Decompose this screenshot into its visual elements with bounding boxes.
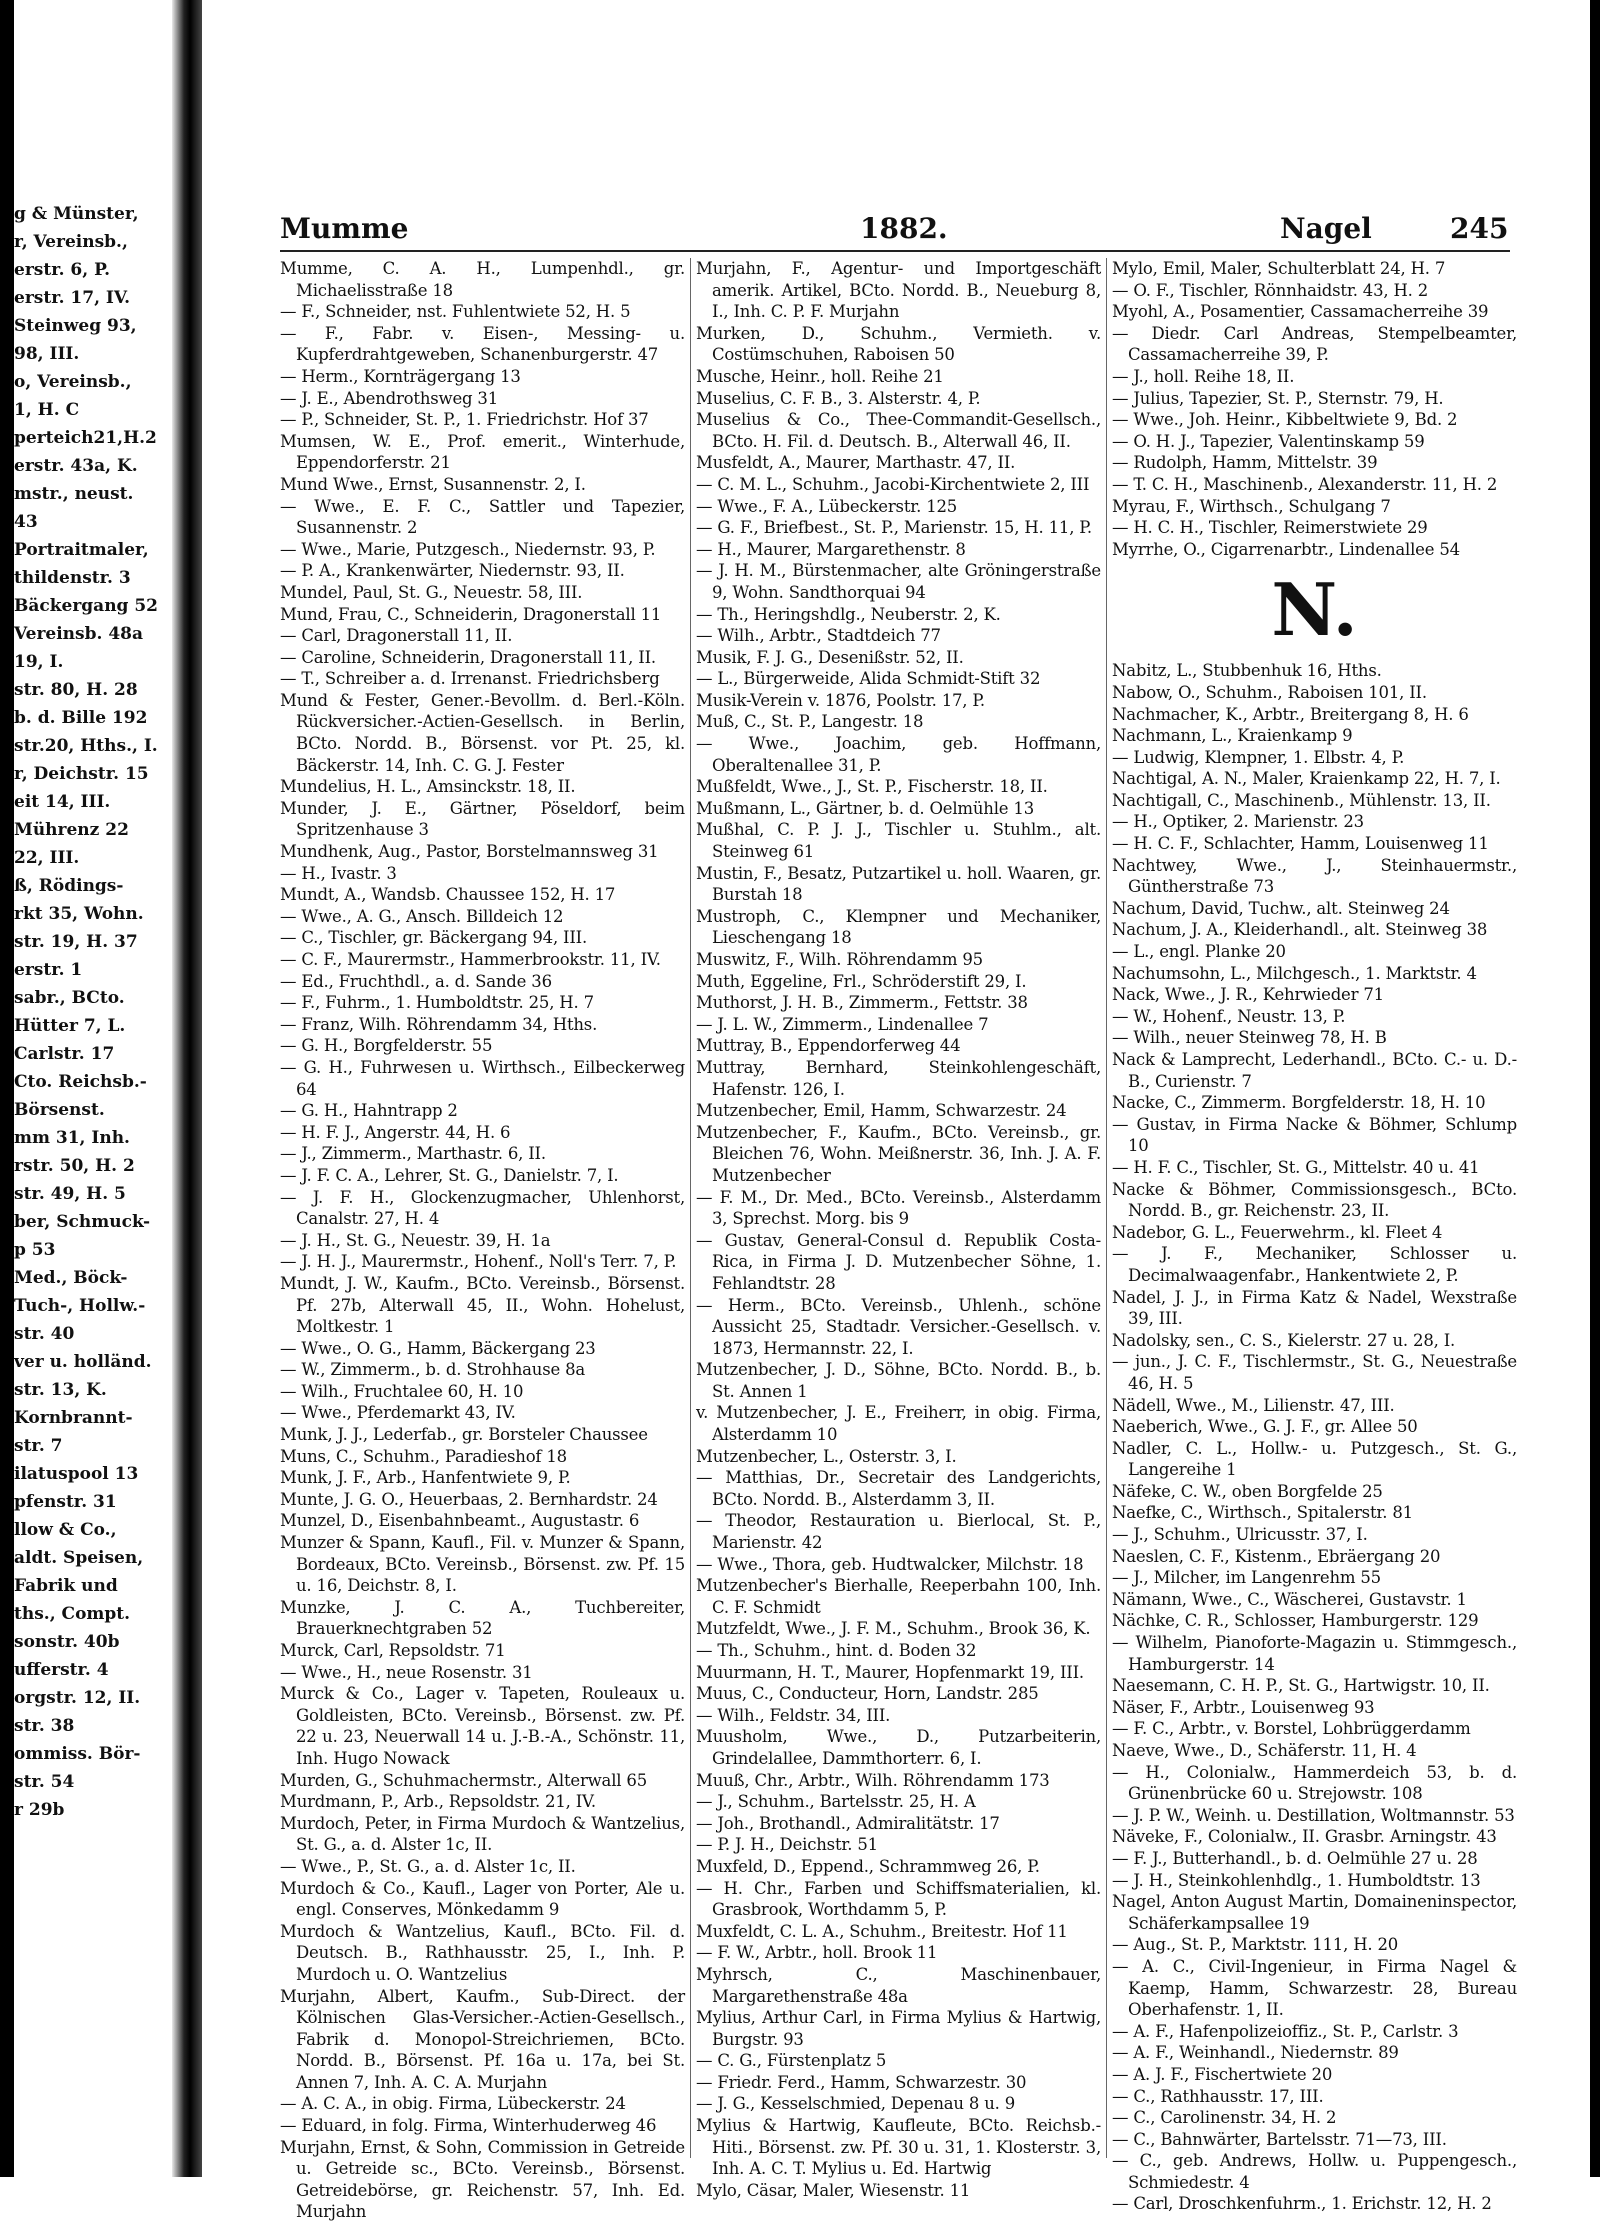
previous-page-line: mm 31, Inh. — [14, 1128, 130, 1148]
directory-entry: Nädell, Wwe., M., Lilienstr. 47, III. — [1112, 1395, 1395, 1415]
directory-entry: — Franz, Wilh. Röhrendamm 34, Hths. — [280, 1014, 598, 1034]
directory-entry: — J. E., Abendrothsweg 31 — [280, 388, 499, 408]
directory-entry: Mylius & Hartwig, Kaufleute, BCto. Reichsb.-Hiti., Börsenst. zw. Pf. 30 u. 31, 1. Klosterstr. 3, Inh. A. C. T. Mylius u. Ed. Hartwig — [696, 2116, 1101, 2179]
directory-entry: Mumsen, W. E., Prof. emerit., Winterhude, Eppendorferstr. 21 — [280, 431, 685, 473]
directory-entry: Nachum, J. A., Kleiderhandl., alt. Steinweg 38 — [1112, 920, 1488, 940]
directory-entry: Näfeke, C. W., oben Borgfelde 25 — [1112, 1481, 1383, 1501]
directory-entry: — H. F. J., Angerstr. 44, H. 6 — [280, 1122, 511, 1142]
previous-page-line: erstr. 6, P. — [14, 260, 110, 280]
directory-entry: — C., Rathhausstr. 17, III. — [1112, 2086, 1324, 2106]
directory-entry: Näser, F., Arbtr., Louisenweg 93 — [1112, 1697, 1375, 1717]
directory-entry: Nadebor, G. L., Feuerwehrm., kl. Fleet 4 — [1112, 1222, 1443, 1242]
directory-entry: — Wwe., Thora, geb. Hudtwalcker, Milchstr. 18 — [696, 1554, 1084, 1574]
previous-page-line: p 53 — [14, 1240, 56, 1260]
directory-entry: Muth, Eggeline, Frl., Schröderstift 29, I. — [696, 971, 1027, 991]
directory-entry: — L., engl. Planke 20 — [1112, 942, 1286, 962]
directory-entry: Muurmann, H. T., Maurer, Hopfenmarkt 19, III. — [696, 1662, 1084, 1682]
directory-entry: Mund Wwe., Ernst, Susannenstr. 2, I. — [280, 474, 586, 494]
directory-entry: — F. J., Butterhandl., b. d. Oelmühle 27 u. 28 — [1112, 1848, 1478, 1868]
previous-page-line: Portraitmaler, — [14, 540, 149, 560]
previous-page-line: sabr., BCto. — [14, 988, 125, 1008]
directory-entry: — Wwe., Joachim, geb. Hoffmann, Oberaltenallee 31, P. — [696, 734, 1101, 775]
directory-entry: Nadolsky, sen., C. S., Kielerstr. 27 u. 28, I. — [1112, 1330, 1456, 1350]
directory-entry: — Wwe., Pferdemarkt 43, IV. — [280, 1403, 516, 1423]
previous-page-line: perteich21,H.2 — [14, 428, 157, 448]
directory-entry: Naeberich, Wwe., G. J. F., gr. Allee 50 — [1112, 1417, 1418, 1437]
previous-page-line: rkt 35, Wohn. — [14, 904, 144, 924]
directory-entry: — Gustav, in Firma Nacke & Böhmer, Schlump 10 — [1112, 1114, 1517, 1156]
directory-entry: — J. L. W., Zimmerm., Lindenallee 7 — [696, 1014, 989, 1034]
directory-entry: Myohl, A., Posamentier, Cassamacherreihe 39 — [1112, 302, 1489, 322]
directory-entry: — Herm., Kornträgergang 13 — [280, 366, 521, 386]
directory-entry: — W., Hohenf., Neustr. 13, P. — [1112, 1006, 1346, 1026]
directory-entry: — F. W., Arbtr., holl. Brook 11 — [696, 1943, 938, 1963]
directory-entry: — Wwe., P., St. G., a. d. Alster 1c, II. — [280, 1856, 576, 1876]
directory-entry: Munte, J. G. O., Heuerbaas, 2. Bernhardstr. 24 — [280, 1489, 658, 1509]
directory-entry: Murck, Carl, Repsoldstr. 71 — [280, 1641, 506, 1660]
directory-entry: Mundelius, H. L., Amsinckstr. 18, II. — [280, 777, 576, 797]
directory-entry: Myrrhe, O., Cigarrenarbtr., Lindenallee 54 — [1112, 539, 1460, 559]
column-3 — [1112, 258, 1517, 2214]
directory-entry: — H., Optiker, 2. Marienstr. 23 — [1112, 812, 1364, 832]
directory-entry: Muß, C., St. P., Langestr. 18 — [696, 712, 924, 732]
directory-entry: — F., Schneider, nst. Fuhlentwiete 52, H. 5 — [280, 302, 631, 322]
directory-entry: v. Mutzenbecher, J. E., Freiherr, in obig. Firma, Alsterdamm 10 — [696, 1403, 1101, 1445]
previous-page-line: 43 — [14, 512, 38, 532]
column-divider — [1106, 258, 1107, 2158]
directory-entry: Mund & Fester, Gener.-Bevollm. d. Berl.-Köln. Rückversicher.-Actien-Gesellsch. in Berlin, BCto. Nordd. B., Börsenst. vor Pt. 25, kl. Bäckerstr. 14, Inh. C. G. J. Fester — [280, 690, 685, 775]
previous-page-line: 1, H. C — [14, 400, 80, 420]
directory-entry: — Aug., St. P., Marktstr. 111, H. 20 — [1112, 1935, 1399, 1955]
previous-page-line: Bäckergang 52 — [14, 596, 159, 616]
directory-entry: — C. F., Maurermstr., Hammerbrookstr. 11, IV. — [280, 950, 661, 969]
directory-entry: Nadel, J. J., in Firma Katz & Nadel, Wexstraße 39, III. — [1112, 1287, 1517, 1329]
directory-entry: — J. H., Steinkohlenhdlg., 1. Humboldtstr. 13 — [1112, 1870, 1481, 1890]
directory-entry: Murjahn, Ernst, & Sohn, Commission in Getreide u. Getreide sc., BCto. Vereinsb., Börsenst. Getreidebörse, gr. Reichenstr. 57, Inh. Ed. Murjahn — [280, 2137, 685, 2222]
directory-entry: Mylo, Emil, Maler, Schulterblatt 24, H. 7 — [1112, 259, 1446, 278]
directory-entry: Nadler, C. L., Hollw.- u. Putzgesch., St. G., Langereihe 1 — [1112, 1438, 1517, 1480]
directory-entry: Myrau, F., Wirthsch., Schulgang 7 — [1112, 496, 1391, 516]
directory-entry: Nacke, C., Zimmerm. Borgfelderstr. 18, H. 10 — [1112, 1093, 1486, 1113]
previous-page-line: eit 14, III. — [14, 792, 111, 812]
directory-entry: Mustroph, C., Klempner und Mechaniker, Lieschengang 18 — [696, 906, 1101, 948]
directory-entry: — L., Bürgerweide, Alida Schmidt-Stift 32 — [696, 669, 1041, 689]
directory-entry: Nabitz, L., Stubbenhuk 16, Hths. — [1112, 661, 1382, 681]
directory-entry: Nämann, Wwe., C., Wäscherei, Gustavstr. 1 — [1112, 1589, 1467, 1609]
directory-entry: Muthorst, J. H. B., Zimmerm., Fettstr. 38 — [696, 993, 1028, 1013]
directory-entry: — Wilh., neuer Steinweg 78, H. B — [1112, 1028, 1387, 1048]
previous-page-line: 98, III. — [14, 344, 80, 364]
previous-page-line: erstr. 1 — [14, 960, 83, 980]
directory-entry: Mundt, J. W., Kaufm., BCto. Vereinsb., Börsenst. Pf. 27b, Alterwall 45, II., Wohn. Hohelust, Moltkestr. 1 — [280, 1273, 685, 1337]
directory-entry: — H., Maurer, Margarethenstr. 8 — [696, 539, 966, 559]
directory-entry: — P., Schneider, St. P., 1. Friedrichstr. Hof 37 — [280, 410, 649, 430]
directory-entry: Murdmann, P., Arb., Repsoldstr. 21, IV. — [280, 1792, 596, 1812]
previous-page-line: Steinweg 93, — [14, 316, 137, 336]
directory-entry: Muxfeldt, C. L. A., Schuhm., Breitestr. Hof 11 — [696, 1921, 1068, 1941]
previous-page-line: ß, Rödings- — [14, 876, 124, 896]
previous-page-line: ths., Compt. — [14, 1604, 131, 1624]
directory-entry: — G. H., Borgfelderstr. 55 — [280, 1036, 493, 1056]
directory-entry: Murdoch & Wantzelius, Kaufl., BCto. Fil. d. Deutsch. B., Rathhausstr. 25, I., Inh. P. Murdoch u. O. Wantzelius — [280, 1921, 685, 1984]
directory-entry: — F. M., Dr. Med., BCto. Vereinsb., Alsterdamm 3, Sprechst. Morg. bis 9 — [696, 1187, 1101, 1229]
previous-page-line: 19, I. — [14, 652, 64, 672]
previous-page-line: erstr. 17, IV. — [14, 288, 131, 308]
column-divider — [690, 258, 691, 2158]
directory-entry: Nachtwey, Wwe., J., Steinhauermstr., Güntherstraße 73 — [1112, 855, 1517, 897]
directory-entry: — Wwe., F. A., Lübeckerstr. 125 — [696, 496, 958, 516]
directory-entry: — J. P. W., Weinh. u. Destillation, Woltmannstr. 53 — [1112, 1805, 1515, 1825]
directory-entry: Musik-Verein v. 1876, Poolstr. 17, P. — [696, 690, 985, 710]
directory-entry: Mußhal, C. P. J. J., Tischler u. Stuhlm., alt. Steinweg 61 — [696, 820, 1101, 862]
previous-page-line: r, Vereinsb., — [14, 232, 128, 252]
directory-entry: Näveke, F., Colonialw., II. Grasbr. Arningstr. 43 — [1112, 1827, 1497, 1847]
previous-page-line: str.20, Hths., I. — [14, 736, 158, 756]
directory-entry: — F., Fuhrm., 1. Humboldtstr. 25, H. 7 — [280, 993, 594, 1013]
directory-entry: Nagel, Anton August Martin, Domaineninspector, Schäferkampsallee 19 — [1112, 1892, 1517, 1933]
directory-entry: Mutzfeldt, Wwe., J. F. M., Schuhm., Brook 36, K. — [696, 1619, 1091, 1639]
directory-entry: — C., Carolinenstr. 34, H. 2 — [1112, 2108, 1337, 2128]
directory-entry: Naefke, C., Wirthsch., Spitalerstr. 81 — [1112, 1503, 1413, 1523]
directory-entry: Mylius, Arthur Carl, in Firma Mylius & Hartwig, Burgstr. 93 — [696, 2008, 1101, 2049]
directory-entry: — Theodor, Restauration u. Bierlocal, St. P., Marienstr. 42 — [696, 1511, 1101, 1553]
directory-entry: — jun., J. C. F., Tischlermstr., St. G., Neuestraße 46, H. 5 — [1112, 1352, 1517, 1393]
previous-page-line: orgstr. 12, II. — [14, 1688, 141, 1708]
header-last-name: Nagel — [1280, 212, 1372, 245]
directory-entry: Muselius & Co., Thee-Commandit-Gesellsch., BCto. H. Fil. d. Deutsch. B., Alterwall 46, II. — [696, 410, 1101, 451]
directory-entry: — J. H. J., Maurermstr., Hohenf., Noll's Terr. 7, P. — [280, 1252, 677, 1272]
directory-entry: — A. J. F., Fischertwiete 20 — [1112, 2064, 1333, 2084]
directory-entry: — F., Fabr. v. Eisen-, Messing- u. Kupferdrahtgeweben, Schanenburgerstr. 47 — [280, 323, 685, 365]
directory-entry: — Friedr. Ferd., Hamm, Schwarzestr. 30 — [696, 2072, 1027, 2092]
directory-entry: — O. F., Tischler, Rönnhaidstr. 43, H. 2 — [1112, 280, 1429, 300]
directory-entry: Nabow, O., Schuhm., Raboisen 101, II. — [1112, 682, 1427, 702]
directory-entry: — H., Ivastr. 3 — [280, 863, 397, 883]
directory-entry: — J., Schuhm., Bartelsstr. 25, H. A — [696, 1792, 976, 1812]
directory-entry: Muxfeld, D., Eppend., Schrammweg 26, P. — [696, 1856, 1040, 1876]
directory-entry: — Diedr. Carl Andreas, Stempelbeamter, Cassamacherreihe 39, P. — [1112, 323, 1517, 365]
directory-entry: — J. G., Kesselschmied, Depenau 8 u. 9 — [696, 2094, 1016, 2114]
directory-entry: — H. Chr., Farben und Schiffsmaterialien, kl. Grasbrook, Worthdamm 5, P. — [696, 1878, 1101, 1920]
directory-entry: Murjahn, F., Agentur- und Importgeschäft amerik. Artikel, BCto. Nordd. B., Neueburg 8, I., Inh. C. P. F. Murjahn — [696, 259, 1101, 322]
directory-entry: Mutzenbecher, J. D., Söhne, BCto. Nordd. B., b. St. Annen 1 — [696, 1360, 1101, 1401]
previous-page-line: r, Deichstr. 15 — [14, 764, 149, 784]
previous-page-line: mstr., neust. — [14, 484, 134, 504]
directory-entry: — Gustav, General-Consul d. Republik Costa-Rica, in Firma J. D. Mutzenbecher Söhne, 1. Fehlandtstr. 28 — [696, 1230, 1101, 1293]
directory-entry: — C., Tischler, gr. Bäckergang 94, III. — [280, 928, 588, 948]
previous-page-line: Kornbrannt- — [14, 1408, 133, 1428]
directory-entry: — Carl, Dragonerstall 11, II. — [280, 626, 513, 646]
directory-entry: — H. F. C., Tischler, St. G., Mittelstr. 40 u. 41 — [1112, 1157, 1480, 1177]
directory-entry: — Matthias, Dr., Secretair des Landgerichts, BCto. Nordd. B., Alsterdamm 3, II. — [696, 1468, 1101, 1509]
directory-entry: Nachum, David, Tuchw., alt. Steinweg 24 — [1112, 898, 1450, 918]
directory-entry: — J. F. H., Glockenzugmacher, Uhlenhorst, Canalstr. 27, H. 4 — [280, 1187, 685, 1229]
previous-page-line: b. d. Bille 192 — [14, 708, 148, 728]
directory-entry: Mundhenk, Aug., Pastor, Borstelmannsweg 31 — [280, 842, 659, 862]
directory-entry: — Wilh., Fruchtalee 60, H. 10 — [280, 1381, 524, 1401]
directory-entry: Muus, C., Conducteur, Horn, Landstr. 285 — [696, 1684, 1039, 1704]
page-number: 245 — [1450, 212, 1509, 245]
directory-entry: Muselius, C. F. B., 3. Alsterstr. 4, P. — [696, 388, 981, 408]
previous-page-line: Cto. Reichsb.- — [14, 1072, 147, 1092]
directory-entry: Mutzenbecher, L., Osterstr. 3, I. — [696, 1446, 957, 1466]
directory-entry: — Wilhelm, Pianoforte-Magazin u. Stimmgesch., Hamburgerstr. 14 — [1112, 1633, 1517, 1674]
directory-entry: Mund, Frau, C., Schneiderin, Dragonerstall 11 — [280, 604, 662, 624]
directory-entry: Naesemann, C. H. P., St. G., Hartwigstr. 10, II. — [1112, 1676, 1490, 1696]
previous-page-line: ommiss. Bör- — [14, 1744, 141, 1764]
directory-entry: Muttray, Bernhard, Steinkohlengeschäft, Hafenstr. 126, I. — [696, 1057, 1101, 1099]
previous-page-line: str. 54 — [14, 1772, 75, 1792]
previous-page-line: str. 40 — [14, 1324, 75, 1344]
directory-entry: — G. H., Hahntrapp 2 — [280, 1101, 458, 1121]
directory-entry: — Rudolph, Hamm, Mittelstr. 39 — [1112, 453, 1378, 473]
previous-page-line: Mührenz 22 — [14, 820, 129, 840]
directory-entry: — C. G., Fürstenplatz 5 — [696, 2051, 887, 2071]
directory-entry: — Caroline, Schneiderin, Dragonerstall 11, II. — [280, 647, 656, 667]
previous-page-line: g & Münster, — [14, 204, 139, 224]
directory-entry: — T., Schreiber a. d. Irrenanst. Friedrichsberg — [280, 669, 660, 689]
directory-entry: — Wwe., Joh. Heinr., Kibbeltwiete 9, Bd. 2 — [1112, 410, 1458, 430]
previous-page-line: str. 80, H. 28 — [14, 680, 138, 700]
directory-entry: Munzer & Spann, Kaufl., Fil. v. Munzer & Spann, Bordeaux, BCto. Vereinsb., Börsenst. zw. Pf. 15 u. 16, Deichstr. 8, I. — [280, 1533, 685, 1596]
section-letter-heading: N. — [1271, 567, 1358, 653]
previous-page-line: ilatuspool 13 — [14, 1464, 139, 1484]
directory-entry: — A. C. A., in obig. Firma, Lübeckerstr. 24 — [280, 2094, 626, 2114]
directory-entry: — Wilh., Feldstr. 34, III. — [696, 1705, 891, 1725]
directory-entry: Nack, Wwe., J. R., Kehrwieder 71 — [1112, 985, 1384, 1005]
directory-entry: — A. C., Civil-Ingenieur, in Firma Nagel & Kaemp, Hamm, Schwarzestr. 28, Bureau Oberhafenstr. 1, II. — [1112, 1956, 1517, 2020]
header-first-name: Mumme — [280, 212, 409, 245]
directory-entry: — Wwe., Marie, Putzgesch., Niedernstr. 93, P. — [280, 539, 656, 559]
directory-entry: Musik, F. J. G., Desenißstr. 52, II. — [696, 647, 964, 667]
directory-entry: — Joh., Brothandl., Admiralitätstr. 17 — [696, 1813, 1000, 1833]
directory-entry: — H. C. H., Tischler, Reimerstwiete 29 — [1112, 518, 1428, 538]
directory-entry: — J., Zimmerm., Marthastr. 6, II. — [280, 1144, 546, 1164]
directory-entry: Mußmann, L., Gärtner, b. d. Oelmühle 13 — [696, 798, 1035, 818]
directory-entry: Munk, J. F., Arb., Hanfentwiete 9, P. — [280, 1468, 571, 1488]
directory-entry: Muttray, B., Eppendorferweg 44 — [696, 1036, 961, 1056]
previous-page-fragment — [14, 200, 172, 2160]
directory-entry: Mußfeldt, Wwe., J., St. P., Fischerstr. 18, II. — [696, 777, 1048, 797]
directory-entry: — Wwe., O. G., Hamm, Bäckergang 23 — [280, 1338, 596, 1358]
directory-entry: Muns, C., Schuhm., Paradieshof 18 — [280, 1446, 567, 1466]
directory-entry: — H., Colonialw., Hammerdeich 53, b. d. Grünenbrücke 60 u. Strejowstr. 108 — [1112, 1762, 1517, 1804]
column-2 — [696, 258, 1101, 2200]
directory-entry: Murdoch & Co., Kaufl., Lager von Porter, Ale u. engl. Conserves, Mönkedamm 9 — [280, 1878, 685, 1920]
directory-entry: — Th., Schuhm., hint. d. Boden 32 — [696, 1641, 977, 1660]
directory-entry: — J., holl. Reihe 18, II. — [1112, 366, 1295, 386]
scanner-border-right — [1590, 0, 1600, 2177]
directory-entry: Mustin, F., Besatz, Putzartikel u. holl. Waaren, gr. Burstah 18 — [696, 863, 1101, 905]
directory-entry: — J. F., Mechaniker, Schlosser u. Decimalwaagenfabr., Hankentwiete 2, P. — [1112, 1244, 1517, 1285]
directory-entry: — J., Schuhm., Ulricusstr. 37, I. — [1112, 1525, 1368, 1545]
directory-entry: — H. C. F., Schlachter, Hamm, Louisenweg 11 — [1112, 834, 1489, 854]
directory-entry: — Eduard, in folg. Firma, Winterhuderweg 46 — [280, 2116, 657, 2136]
previous-page-line: Hütter 7, L. — [14, 1016, 126, 1036]
directory-entry: — F. C., Arbtr., v. Borstel, Lohbrüggerdamm — [1112, 1719, 1471, 1739]
directory-entry: Nachumsohn, L., Milchgesch., 1. Marktstr. 4 — [1112, 963, 1477, 983]
directory-entry: — G. H., Fuhrwesen u. Wirthsch., Eilbeckerweg 64 — [280, 1057, 685, 1099]
directory-entry: Munzel, D., Eisenbahnbeamt., Augustastr. 6 — [280, 1511, 640, 1531]
directory-entry: Musfeldt, A., Maurer, Marthastr. 47, II. — [696, 453, 1016, 473]
directory-entry: Nachmacher, K., Arbtr., Breitergang 8, H. 6 — [1112, 704, 1469, 724]
directory-entry: — C., Bahnwärter, Bartelsstr. 71—73, III. — [1112, 2129, 1447, 2149]
previous-page-line: Med., Böck- — [14, 1268, 128, 1288]
directory-entry: — Julius, Tapezier, St. P., Sternstr. 79, H. — [1112, 388, 1444, 408]
directory-entry: Muswitz, F., Wilh. Röhrendamm 95 — [696, 950, 983, 969]
directory-entry: — T. C. H., Maschinenb., Alexanderstr. 11, H. 2 — [1112, 474, 1498, 494]
directory-page — [280, 170, 1520, 2222]
previous-page-line: ber, Schmuck- — [14, 1212, 151, 1232]
previous-page-line: pfenstr. 31 — [14, 1492, 117, 1512]
directory-entry: — Wwe., H., neue Rosenstr. 31 — [280, 1662, 533, 1682]
previous-page-line: ver u. holländ. — [14, 1352, 152, 1372]
directory-entry: Naeve, Wwe., D., Schäferstr. 11, H. 4 — [1112, 1741, 1417, 1760]
directory-entry: — O. H. J., Tapezier, Valentinskamp 59 — [1112, 431, 1425, 451]
directory-entry: — Carl, Droschkenfuhrm., 1. Erichstr. 12, H. 2 — [1112, 2194, 1492, 2214]
column-1 — [280, 258, 685, 2222]
previous-page-line: rstr. 50, H. 2 — [14, 1156, 135, 1176]
previous-page-line: str. 19, H. 37 — [14, 932, 138, 952]
directory-entry: — A. F., Weinhandl., Niedernstr. 89 — [1112, 2043, 1399, 2063]
directory-entry: — J. H., St. G., Neuestr. 39, H. 1a — [280, 1230, 551, 1250]
directory-entry: Mutzenbecher, Emil, Hamm, Schwarzestr. 24 — [696, 1101, 1067, 1121]
directory-entry: — Ed., Fruchthdl., a. d. Sande 36 — [280, 971, 552, 991]
directory-entry: — W., Zimmerm., b. d. Strohhause 8a — [280, 1360, 586, 1380]
directory-entry: — J. H. M., Bürstenmacher, alte Gröningerstraße 9, Wohn. Sandthorquai 94 — [696, 561, 1101, 602]
directory-entry: Munzke, J. C. A., Tuchbereiter, Brauerknechtgraben 52 — [280, 1597, 685, 1639]
previous-page-line: thildenstr. 3 — [14, 568, 131, 588]
directory-entry: — Herm., BCto. Vereinsb., Uhlenh., schöne Aussicht 25, Stadtadr. Versicher.-Gesellsch. v. 1873, Hermannstr. 22, I. — [696, 1295, 1101, 1358]
previous-page-line: Carlstr. 17 — [14, 1044, 115, 1064]
directory-entry: Nachmann, L., Kraienkamp 9 — [1112, 726, 1353, 746]
directory-entry: — P. J. H., Deichstr. 51 — [696, 1835, 878, 1855]
directory-entry: Munder, J. E., Gärtner, Pöseldorf, beim Spritzenhause 3 — [280, 798, 685, 840]
directory-entry: Nacke & Böhmer, Commissionsgesch., BCto. Nordd. B., gr. Reichenstr. 23, II. — [1112, 1179, 1517, 1221]
directory-entry: Mundel, Paul, St. G., Neuestr. 58, III. — [280, 582, 583, 602]
previous-page-line: sonstr. 40b — [14, 1632, 120, 1652]
directory-entry: Musche, Heinr., holl. Reihe 21 — [696, 366, 944, 386]
running-head — [280, 170, 1520, 245]
directory-entry: Murck & Co., Lager v. Tapeten, Rouleaux u. Goldleisten, BCto. Vereinsb., Börsenst. zw. Pf. 22 u. 23, Neuerwall 14 u. J.-B.-A., Schönstr. 11, Inh. Hugo Nowack — [280, 1684, 685, 1768]
directory-entry: Munk, J. J., Lederfab., gr. Borsteler Chaussee — [280, 1425, 648, 1445]
directory-entry: — J., Milcher, im Langenrehm 55 — [1112, 1568, 1381, 1588]
previous-page-line: erstr. 43a, K. — [14, 456, 138, 476]
previous-page-line: o, Vereinsb., — [14, 372, 132, 392]
header-year: 1882. — [860, 212, 948, 245]
previous-page-line: Vereinsb. 48a — [14, 624, 144, 644]
directory-entry: — Wwe., E. F. C., Sattler und Tapezier, Susannenstr. 2 — [280, 496, 685, 538]
book-spine — [172, 0, 202, 2177]
previous-page-line: str. 7 — [14, 1436, 63, 1456]
directory-entry: Nachtigall, C., Maschinenb., Mühlenstr. 13, II. — [1112, 790, 1491, 810]
directory-entry: Nack & Lamprecht, Lederhandl., BCto. C.- u. D.-B., Curienstr. 7 — [1112, 1050, 1517, 1091]
previous-page-line: Börsenst. — [14, 1100, 105, 1120]
directory-entry: Mumme, C. A. H., Lumpenhdl., gr. Michaelisstraße 18 — [280, 259, 685, 300]
directory-entry: — P. A., Krankenwärter, Niedernstr. 93, II. — [280, 561, 625, 581]
directory-entry: Naeslen, C. F., Kistenm., Ebräergang 20 — [1112, 1546, 1441, 1566]
directory-entry: — Th., Heringshdlg., Neuberstr. 2, K. — [696, 604, 1001, 624]
directory-entry: — C. M. L., Schuhm., Jacobi-Kirchentwiete 2, III — [696, 474, 1090, 494]
previous-page-line: str. 38 — [14, 1716, 75, 1736]
directory-entry: Myhrsch, C., Maschinenbauer, Margarethenstraße 48a — [696, 1964, 1101, 2006]
previous-page-line: ufferstr. 4 — [14, 1660, 109, 1680]
directory-entry: Nachtigal, A. N., Maler, Kraienkamp 22, H. 7, I. — [1112, 769, 1501, 789]
directory-entry: Murjahn, Albert, Kaufm., Sub-Direct. der Kölnischen Glas-Versicher.-Actien-Gesellsch., Fabrik d. Monopol-Streichriemen, BCto. Nordd. B., Börsenst. Pf. 16a u. 17a, bei St. Annen 7, Inh. A. C. A. Murjahn — [280, 1986, 685, 2092]
directory-entry: — Wilh., Arbtr., Stadtdeich 77 — [696, 626, 941, 646]
directory-entry: Muuß, Chr., Arbtr., Wilh. Röhrendamm 173 — [696, 1770, 1050, 1790]
previous-page-line: llow & Co., — [14, 1520, 117, 1540]
previous-page-line: aldt. Speisen, — [14, 1548, 144, 1568]
directory-entry: — G. F., Briefbest., St. P., Marienstr. 15, H. 11, P. — [696, 518, 1092, 538]
previous-page-line: str. 13, K. — [14, 1380, 107, 1400]
directory-entry: — C., geb. Andrews, Hollw. u. Puppengesch., Schmiedestr. 4 — [1112, 2151, 1517, 2192]
header-rule — [280, 250, 1510, 252]
previous-page-line: str. 49, H. 5 — [14, 1184, 126, 1204]
directory-entry: — Wwe., A. G., Ansch. Billdeich 12 — [280, 906, 564, 926]
previous-page-line: r 29b — [14, 1800, 65, 1820]
directory-entry: Mutzenbecher, F., Kaufm., BCto. Vereinsb., gr. Bleichen 76, Wohn. Meißnerstr. 36, Inh. J. A. F. Mutzenbecher — [696, 1122, 1101, 1185]
directory-entry: — A. F., Hafenpolizeioffiz., St. P., Carlstr. 3 — [1112, 2021, 1459, 2041]
directory-entry: Muusholm, Wwe., D., Putzarbeiterin, Grindelallee, Dammthorterr. 6, I. — [696, 1727, 1101, 1768]
previous-page-line: Fabrik und — [14, 1576, 118, 1596]
directory-entry: — Ludwig, Klempner, 1. Elbstr. 4, P. — [1112, 747, 1405, 767]
directory-entry: Mutzenbecher's Bierhalle, Reeperbahn 100, Inh. C. F. Schmidt — [696, 1576, 1101, 1617]
directory-entry: Murden, G., Schuhmachermstr., Alterwall 65 — [280, 1770, 647, 1790]
scanner-border-left — [0, 0, 14, 2177]
previous-page-line: Tuch-, Hollw.- — [14, 1296, 146, 1316]
directory-entry: Mundt, A., Wandsb. Chaussee 152, H. 17 — [280, 885, 616, 905]
previous-page-line: 22, III. — [14, 848, 80, 868]
directory-entry: Mylo, Cäsar, Maler, Wiesenstr. 11 — [696, 2180, 971, 2200]
directory-entry: — J. F. C. A., Lehrer, St. G., Danielstr. 7, I. — [280, 1165, 619, 1185]
directory-entry: Murken, D., Schuhm., Vermieth. v. Costümschuhen, Raboisen 50 — [696, 323, 1101, 365]
directory-entry: Nächke, C. R., Schlosser, Hamburgerstr. 129 — [1112, 1611, 1479, 1631]
directory-entry: Murdoch, Peter, in Firma Murdoch & Wantzelius, St. G., a. d. Alster 1c, II. — [280, 1813, 685, 1855]
